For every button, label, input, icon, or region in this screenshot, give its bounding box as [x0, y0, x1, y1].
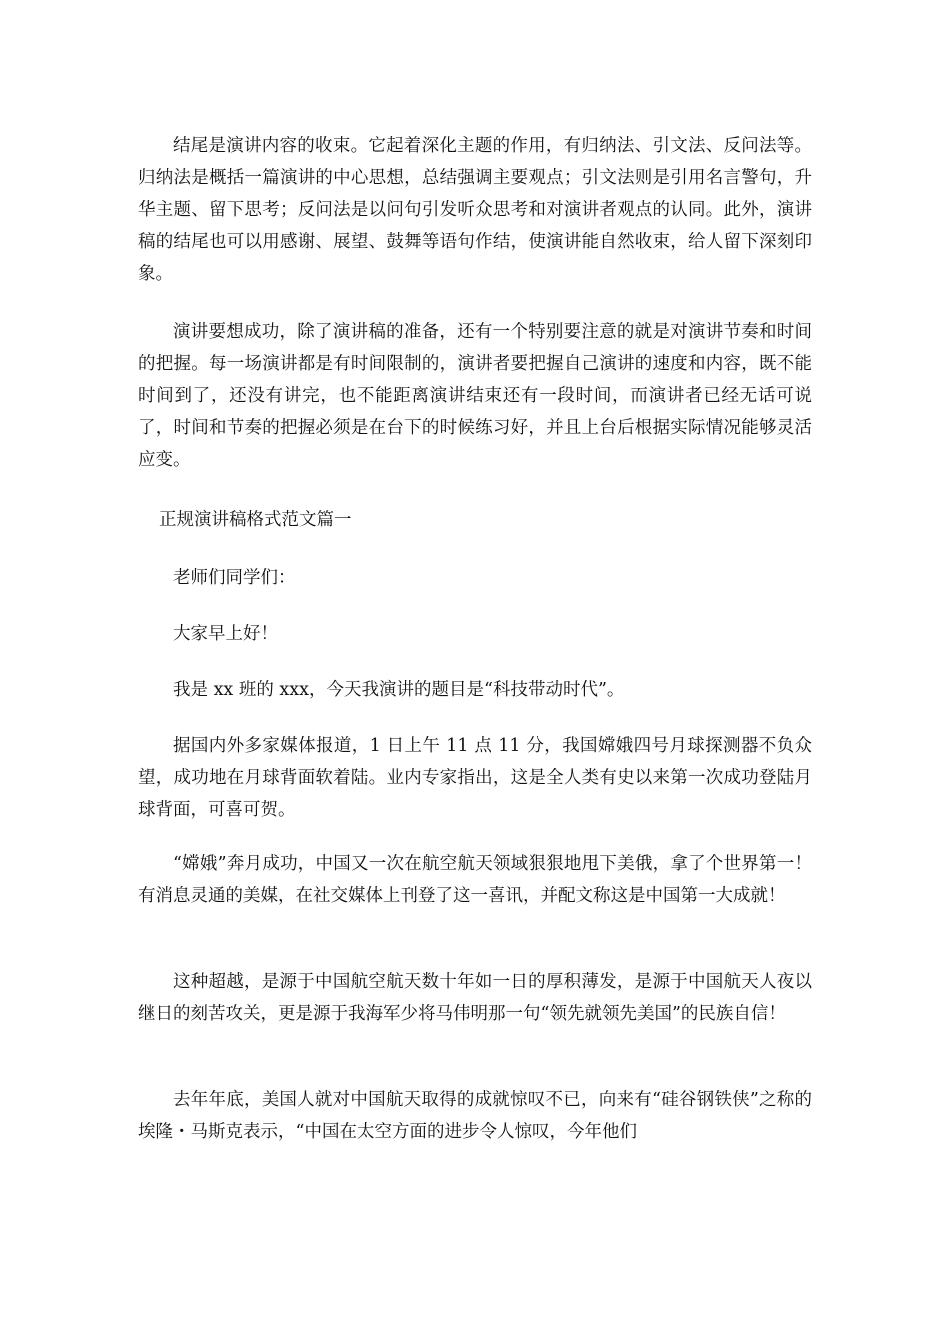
body-paragraph-national-confidence: 这种超越，是源于中国航空航天数十年如一日的厚积薄发，是源于中国航天人夜以继日的刻苦攻关，更是源于我海军少将马伟明那一句“领先就领先美国”的民族自信！ [138, 972, 812, 1024]
greeting: 大家早上好！ [173, 624, 278, 644]
speech-intro: 我是 xx 班的 xxx，今天我演讲的题目是“科技带动时代”。 [173, 680, 625, 700]
paragraph-rhythm-timing: 演讲要想成功，除了演讲稿的准备，还有一个特别要注意的就是对演讲节奏和时间的把握。每一场演讲都是有时间限制的，演讲者要把握自己演讲的速度和内容，既不能时间到了，还没有讲完，也不能距离演讲结束还有一段时间，而演讲者已经无话可说了，时间和节奏的把握必须是在台下的时候练习好，并且上台后根据实际情况能够灵活应变。 [138, 322, 812, 470]
body-paragraph-4-block [138, 1084, 812, 1148]
salutation: 老师们同学们： [173, 568, 296, 588]
salutation-block [138, 562, 812, 594]
conclusion-paragraph [138, 130, 812, 290]
body-paragraph-2-block [138, 848, 812, 912]
body-paragraph-musk-quote: 去年年底，美国人就对中国航天取得的成就惊叹不已，向来有“硅谷钢铁侠”之称的埃隆・马斯克表示，“中国在太空方面的进步令人惊叹，今年他们 [138, 1090, 812, 1142]
timing-paragraph [138, 316, 812, 476]
body-paragraph-world-first: “嫦娥”奔月成功，中国又一次在航空航天领域狠狠地甩下美俄，拿了个世界第一！有消息灵通的美媒，在社交媒体上刊登了这一喜讯，并配文称这是中国第一大成就！ [138, 854, 812, 906]
body-paragraph-3-block [138, 966, 812, 1030]
paragraph-ending-technique: 结尾是演讲内容的收束。它起着深化主题的作用，有归纳法、引文法、反问法等。归纳法是概括一篇演讲的中心思想，总结强调主要观点；引文法则是引用名言警句，升华主题、留下思考；反问法是以问句引发听众思考和对演讲者观点的认同。此外，演讲稿的结尾也可以用感谢、展望、鼓舞等语句作结，使演讲能自然收束，给人留下深刻印象。 [138, 136, 812, 284]
body-paragraph-1-block [138, 730, 812, 826]
section-title-block [138, 504, 812, 536]
section-title: 正规演讲稿格式范文篇一 [159, 510, 352, 530]
greeting-block [138, 618, 812, 650]
intro-block [138, 674, 812, 706]
body-paragraph-chang-e-landing: 据国内外多家媒体报道，1 日上午 11 点 11 分，我国嫦娥四号月球探测器不负众望，成功地在月球背面软着陆。业内专家指出，这是全人类有史以来第一次成功登陆月球背面，可喜可贺。 [138, 736, 812, 820]
